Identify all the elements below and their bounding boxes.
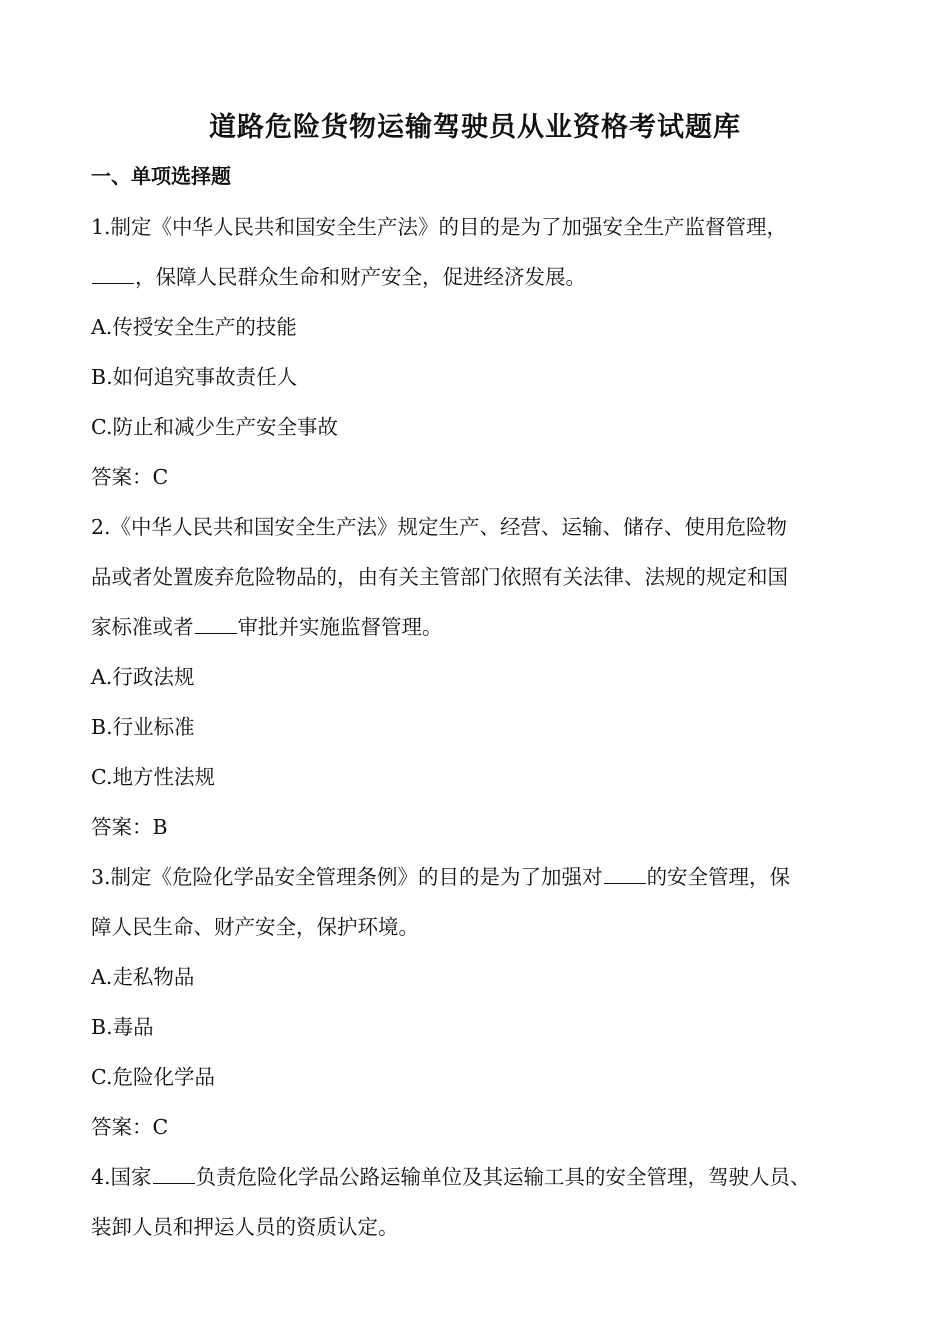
question-2-text-before-blank: 家标准或者 bbox=[91, 615, 194, 639]
question-3-option-a: A.走私物品 bbox=[91, 965, 195, 989]
question-4-text-before-blank: 4.国家 bbox=[91, 1165, 152, 1189]
document-title: 道路危险货物运输驾驶员从业资格考试题库 bbox=[209, 112, 741, 143]
question-list bbox=[91, 202, 881, 1252]
question-1-text-continued: ，保障人民群众生命和财产安全，促进经济发展。 bbox=[135, 265, 586, 289]
question-3-text-line-2: 障人民生命、财产安全，保护环境。 bbox=[91, 915, 419, 939]
section-heading: 一、单项选择题 bbox=[91, 164, 231, 188]
question-1-text-line-1 bbox=[91, 202, 881, 252]
question-3-text-line-1 bbox=[91, 852, 881, 902]
question-2-option-a: A.行政法规 bbox=[91, 665, 195, 689]
question-1-text-line-2 bbox=[91, 252, 881, 302]
question-1-option-c: C.防止和减少生产安全事故 bbox=[91, 415, 338, 439]
question-1-answer: 答案：C bbox=[91, 465, 169, 489]
question-3-option-b: B.毒品 bbox=[91, 1015, 154, 1039]
fill-blank bbox=[604, 861, 646, 884]
fill-blank bbox=[92, 261, 134, 284]
question-4-text-after-blank: 负责危险化学品公路运输单位及其运输工具的安全管理，驾驶人员、 bbox=[195, 1165, 811, 1189]
question-1-text: 1.制定《中华人民共和国安全生产法》的目的是为了加强安全生产监督管理， bbox=[91, 215, 788, 239]
question-1-option-b: B.如何追究事故责任人 bbox=[91, 365, 298, 389]
question-2-option-b: B.行业标准 bbox=[91, 715, 195, 739]
question-3-answer: 答案：C bbox=[91, 1115, 169, 1139]
fill-blank bbox=[153, 1161, 195, 1184]
question-4-text-line-1 bbox=[91, 1152, 881, 1202]
question-2-text-line-1: 2.《中华人民共和国安全生产法》规定生产、经营、运输、储存、使用危险物 bbox=[91, 515, 788, 539]
question-2-text-after-blank: 审批并实施监督管理。 bbox=[237, 615, 443, 639]
question-3-text-after-blank: 的安全管理，保 bbox=[646, 865, 791, 889]
question-1-option-a: A.传授安全生产的技能 bbox=[91, 315, 297, 339]
question-2-text-line-3 bbox=[91, 602, 881, 652]
question-2-option-c: C.地方性法规 bbox=[91, 765, 215, 789]
fill-blank bbox=[195, 611, 237, 634]
question-4-text-line-2: 装卸人员和押运人员的资质认定。 bbox=[91, 1215, 399, 1239]
question-3-option-c: C.危险化学品 bbox=[91, 1065, 215, 1089]
question-3-text-before-blank: 3.制定《危险化学品安全管理条例》的目的是为了加强对 bbox=[91, 865, 603, 889]
question-2-answer: 答案：B bbox=[91, 815, 168, 839]
question-2-text-line-2: 品或者处置废弃危险物品的，由有关主管部门依照有关法律、法规的规定和国 bbox=[91, 565, 788, 589]
